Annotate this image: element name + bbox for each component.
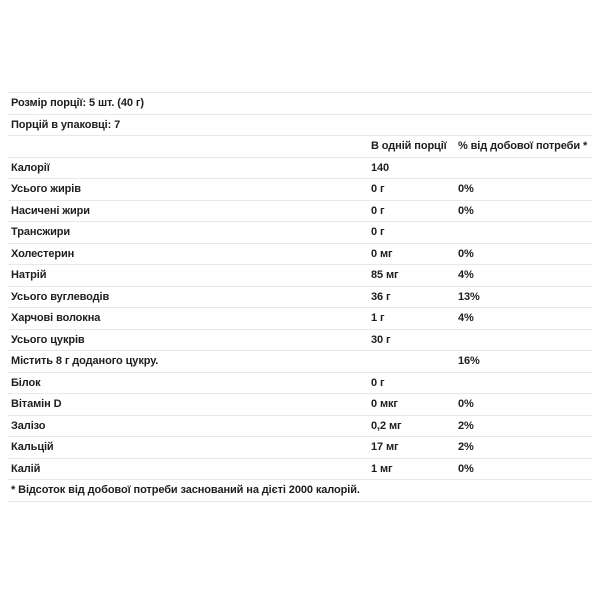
nutrient-dv: 0% (458, 183, 474, 196)
nutrient-row-potassium (8, 459, 592, 481)
nutrient-row-saturated-fat (8, 201, 592, 223)
nutrient-label: Калій (11, 462, 41, 475)
nutrient-label: Містить 8 г доданого цукру. (11, 355, 159, 368)
serving-size-row (8, 93, 592, 115)
amount-column-header: В одній порції (371, 140, 447, 153)
nutrient-row-calories (8, 158, 592, 180)
dv-column-header: % від добової потреби * (458, 140, 588, 153)
nutrient-amount: 0 г (371, 376, 385, 389)
nutrient-label: Залізо (11, 419, 46, 432)
nutrient-row-cholesterol (8, 244, 592, 266)
nutrient-label: Усього цукрів (11, 333, 85, 346)
nutrient-amount: 85 мг (371, 269, 399, 282)
nutrient-row-added-sugars (8, 351, 592, 373)
nutrient-dv: 4% (458, 312, 474, 325)
servings-per-container-row (8, 115, 592, 137)
nutrient-row-iron (8, 416, 592, 438)
nutrient-label: Калорії (11, 161, 50, 174)
nutrient-label: Натрій (11, 269, 47, 282)
nutrient-dv: 16% (458, 355, 480, 368)
nutrient-dv: 0% (458, 398, 474, 411)
nutrient-label: Усього вуглеводів (11, 290, 110, 303)
nutrient-row-total-carbs (8, 287, 592, 309)
nutrient-dv: 0% (458, 247, 474, 260)
nutrient-amount: 36 г (371, 290, 391, 303)
nutrient-amount: 17 мг (371, 441, 399, 454)
nutrient-label: Насичені жири (11, 204, 90, 217)
nutrient-row-protein (8, 373, 592, 395)
nutrient-label: Усього жирів (11, 183, 81, 196)
nutrient-label: Кальцій (11, 441, 54, 454)
nutrient-amount: 0 г (371, 204, 385, 217)
nutrient-label: Холестерин (11, 247, 75, 260)
nutrient-row-calcium (8, 437, 592, 459)
nutrient-label: Вітамін D (11, 398, 62, 411)
nutrition-facts-table (8, 92, 592, 502)
nutrient-dv: 4% (458, 269, 474, 282)
nutrient-row-sodium (8, 265, 592, 287)
nutrient-amount: 0,2 мг (371, 419, 402, 432)
nutrient-dv: 13% (458, 290, 480, 303)
nutrient-dv: 0% (458, 462, 474, 475)
column-header-row (8, 136, 592, 158)
nutrient-row-total-fat (8, 179, 592, 201)
nutrient-row-trans-fat (8, 222, 592, 244)
nutrient-amount: 0 г (371, 183, 385, 196)
nutrient-amount: 0 г (371, 226, 385, 239)
nutrient-label: Трансжири (11, 226, 71, 239)
nutrient-dv: 2% (458, 441, 474, 454)
serving-size-text: Розмір порції: 5 шт. (40 г) (11, 97, 144, 110)
footnote-text: * Відсоток від добової потреби заснований на дієті 2000 калорій. (11, 484, 360, 497)
nutrient-amount: 0 мг (371, 247, 393, 260)
nutrient-label: Харчові волокна (11, 312, 101, 325)
nutrient-row-total-sugars (8, 330, 592, 352)
nutrient-amount: 1 г (371, 312, 385, 325)
nutrient-row-dietary-fiber (8, 308, 592, 330)
nutrient-dv: 0% (458, 204, 474, 217)
nutrient-amount: 140 (371, 161, 390, 174)
nutrient-dv: 2% (458, 419, 474, 432)
servings-per-container-text: Порцій в упаковці: 7 (11, 118, 121, 131)
nutrient-amount: 30 г (371, 333, 391, 346)
nutrient-amount: 0 мкг (371, 398, 398, 411)
nutrient-label: Білок (11, 376, 41, 389)
nutrient-amount: 1 мг (371, 462, 393, 475)
footnote-row (8, 480, 592, 502)
nutrient-row-vitamin-d (8, 394, 592, 416)
